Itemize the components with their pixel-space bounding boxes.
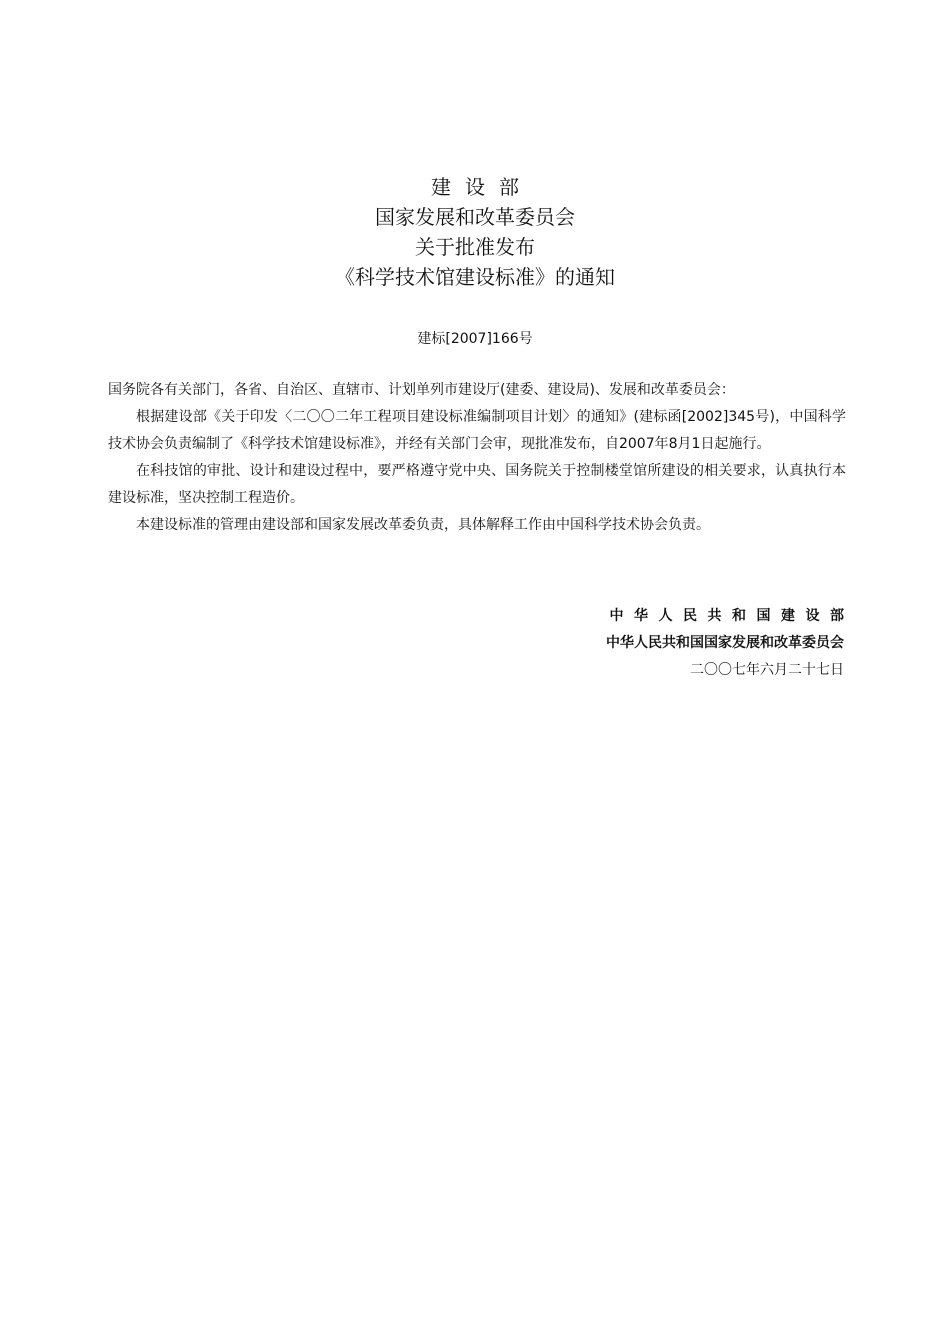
addressee: 国务院各有关部门，各省、自治区、直辖市、计划单列市建设厅(建委、建设局)、发展和改革委员会： xyxy=(108,382,735,398)
signature-issuer-2: 中华人民共和国国家发展和改革委员会 xyxy=(606,635,844,651)
title-line-issuer-2: 国家发展和改革委员会 xyxy=(375,205,575,229)
title-line-issuer-1: 建设部 xyxy=(431,175,533,199)
paragraph-approval: 根据建设部《关于印发〈二〇〇二年工程项目建设标准编制项目计划〉的通知》(建标函[2002]345号)，中国科学技术协会负责编制了《科学技术馆建设标准》，并经有关部门会审，现批准发布，自2007年8月1日起施行。 xyxy=(108,409,846,452)
signature-block xyxy=(540,603,855,684)
title-line-subject: 关于批准发布 xyxy=(415,235,535,259)
paragraph-management: 本建设标准的管理由建设部和国家发展改革委负责，具体解释工作由中国科学技术协会负责。 xyxy=(136,517,710,533)
title-line-standard-name: 《科学技术馆建设标准》的通知 xyxy=(335,265,615,289)
notice-body xyxy=(108,377,846,539)
paragraph-requirements: 在科技馆的审批、设计和建设过程中，要严格遵守党中央、国务院关于控制楼堂馆所建设的相关要求，认真执行本建设标准，坚决控制工程造价。 xyxy=(108,463,846,506)
signature-date: 二〇〇七年六月二十七日 xyxy=(690,662,844,678)
signature-issuer-1: 中华人民共和国建设部 xyxy=(609,608,855,624)
notice-title xyxy=(0,172,950,292)
document-number: 建标[2007]166号 xyxy=(417,331,533,347)
